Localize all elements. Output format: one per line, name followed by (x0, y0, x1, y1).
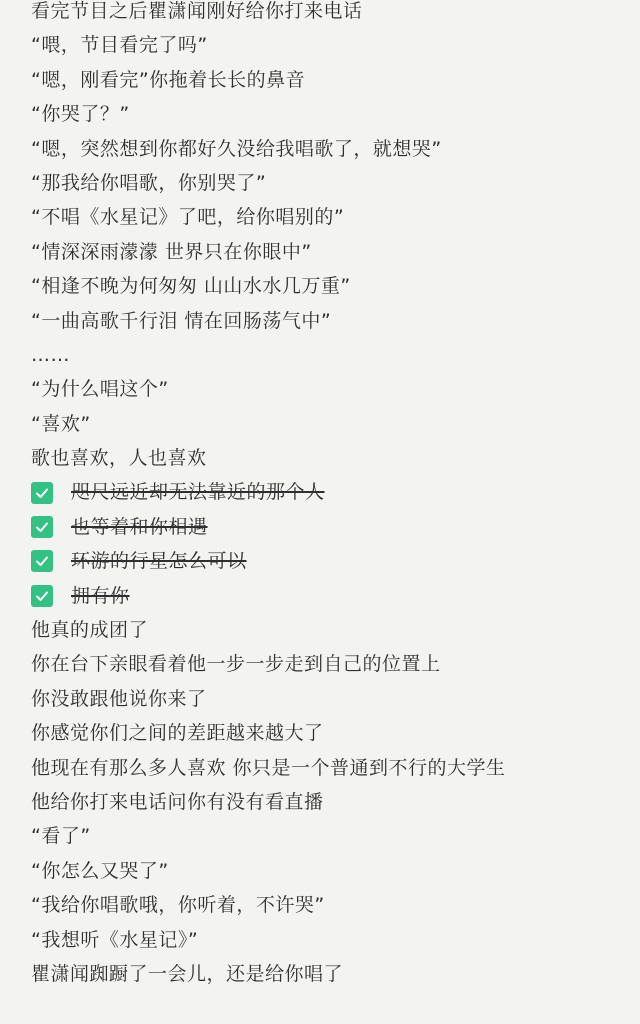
checkbox-checked[interactable] (31, 516, 53, 538)
text-line: “嗯，突然想到你都好久没给我唱歌了，就想哭” (31, 137, 442, 160)
text-line: “为什么唱这个” (31, 378, 169, 401)
text-line: …… (31, 343, 70, 366)
text-line: “我给你唱歌哦，你听着，不许哭” (31, 894, 325, 917)
text-line: 他现在有那么多人喜欢 你只是一个普通到不行的大学生 (31, 756, 506, 779)
checkbox-checked[interactable] (31, 482, 53, 504)
text-line: 他给你打来电话问你有没有看直播 (31, 790, 324, 813)
text-line: “那我给你唱歌，你别哭了” (31, 171, 267, 194)
checkmark-icon (35, 589, 49, 603)
checklist-item[interactable] (31, 510, 624, 544)
text-line: 你在台下亲眼看着他一步一步走到自己的位置上 (31, 653, 441, 676)
checklist-item-label: 也等着和你相遇 (71, 515, 208, 538)
checkmark-icon (35, 520, 49, 534)
text-line: “嗯，刚看完”你拖着长长的鼻音 (31, 68, 306, 91)
checklist-item-label: 环游的行星怎么可以 (71, 550, 247, 573)
text-line: “喂，节目看完了吗” (31, 34, 208, 57)
text-line: “我想听《水星记》” (31, 928, 199, 951)
checkbox-checked[interactable] (31, 585, 53, 607)
text-line: 他真的成团了 (31, 619, 149, 642)
text-line: “不唱《水星记》了吧，给你唱别的” (31, 206, 345, 229)
checklist-item-label: 拥有你 (71, 584, 130, 607)
checklist-item-label: 咫尺远近却无法靠近的那个人 (71, 481, 325, 504)
text-line: “相逢不晚为何匆匆 山山水水几万重” (31, 275, 351, 298)
text-line: “喜欢” (31, 412, 91, 435)
text-line: “看了” (31, 825, 91, 848)
text-line: 看完节目之后瞿潇闻刚好给你打来电话 (31, 0, 363, 22)
checklist-item[interactable] (31, 579, 624, 613)
checklist-item[interactable] (31, 544, 624, 578)
text-line: “你哭了？” (31, 103, 130, 126)
text-line: “一曲高歌千行泪 情在回肠荡气中” (31, 309, 332, 332)
text-line: 瞿潇闻踟蹰了一会儿，还是给你唱了 (31, 962, 344, 985)
checkbox-checked[interactable] (31, 550, 53, 572)
text-line: 你感觉你们之间的差距越来越大了 (31, 722, 324, 745)
text-line: 你没敢跟他说你来了 (31, 687, 207, 710)
checkmark-icon (35, 486, 49, 500)
text-line: “情深深雨濛濛 世界只在你眼中” (31, 240, 312, 263)
checklist-item[interactable] (31, 475, 624, 509)
text-line: 歌也喜欢，人也喜欢 (31, 447, 207, 470)
text-line: “你怎么又哭了” (31, 859, 169, 882)
checkmark-icon (35, 554, 49, 568)
